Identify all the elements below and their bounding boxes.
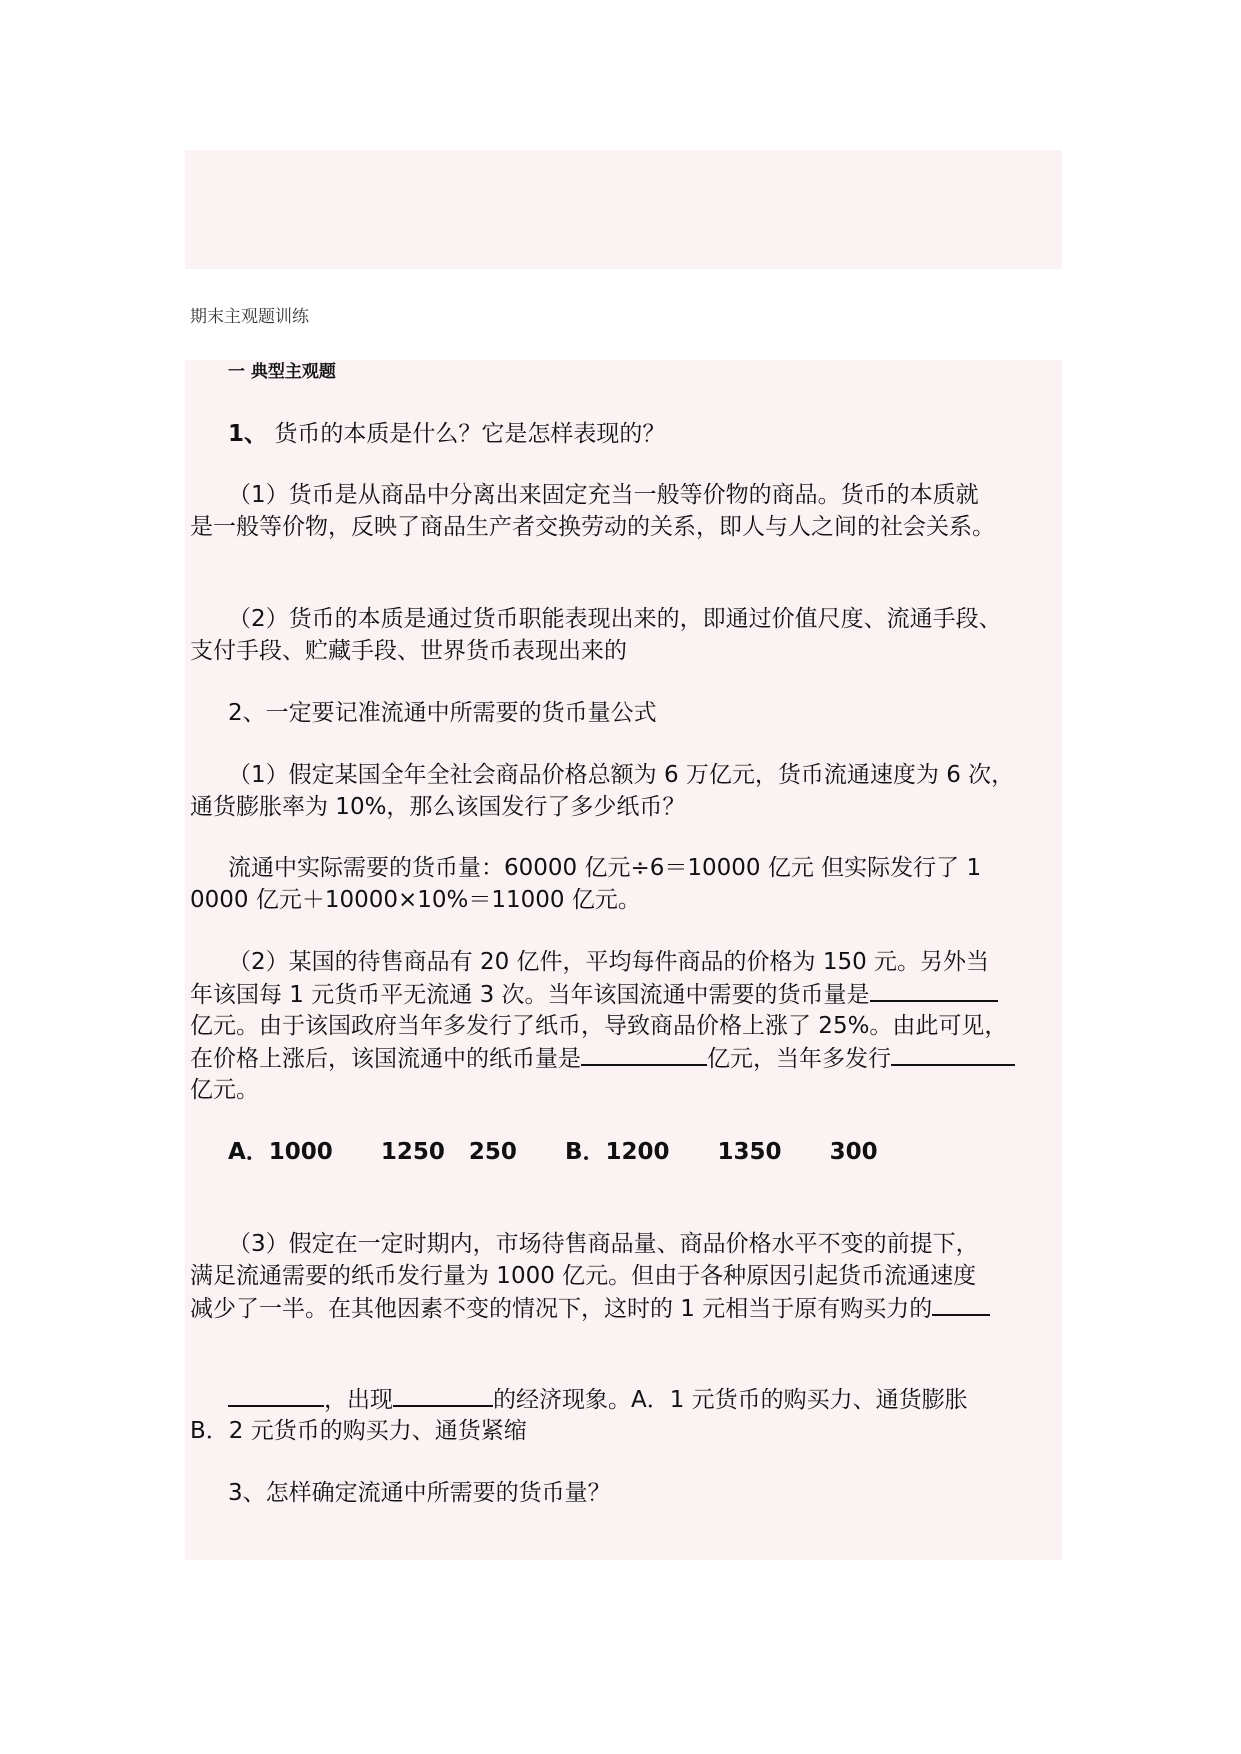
question-1-number: 1、 <box>228 421 268 447</box>
question-1-text: 货币的本质是什么？它是怎样表现的？ <box>267 421 666 447</box>
q2-sub-2-line-4-text-b: 亿元，当年多发行 <box>707 1046 891 1072</box>
q2-sub-3-line-3-text: 减少了一半。在其他因素不变的情况下，这时的 1 元相当于原有购买力的 <box>190 1296 933 1322</box>
q2-options-1: A．1000 1250 250 B．1200 1350 300 <box>228 1139 878 1165</box>
q1-paragraph-2-line-1: （2）货币的本质是通过货币职能表现出来的，即通过价值尺度、流通手段、 <box>228 606 1002 632</box>
header-shaded-area <box>185 150 1062 269</box>
question-3-title: 3、怎样确定流通中所需要的货币量？ <box>228 1480 611 1506</box>
answer-blank[interactable] <box>581 1042 707 1066</box>
q2-sub-2-line-1: （2）某国的待售商品有 20 亿件，平均每件商品的价格为 150 元。另外当 <box>228 949 990 975</box>
q2-sub-3-line-4-text-b: 的经济现象。A．1 元货币的购买力、通货膨胀 <box>493 1387 968 1413</box>
section-heading: 一 典型主观题 <box>228 362 336 382</box>
q2-sub-3-line-2: 满足流通需要的纸币发行量为 1000 亿元。但由于各种原因引起货币流通速度 <box>190 1263 977 1289</box>
question-2-title: 2、一定要记准流通中所需要的货币量公式 <box>228 700 657 726</box>
q2-sub-3-line-4 <box>228 1383 968 1416</box>
q2-sub-3-line-5: B．2 元货币的购买力、通货紧缩 <box>190 1418 527 1444</box>
answer-blank[interactable] <box>393 1383 493 1407</box>
question-1-title <box>228 418 665 450</box>
q1-paragraph-1-line-1: （1）货币是从商品中分离出来固定充当一般等价物的商品。货币的本质就 <box>228 482 979 508</box>
answer-blank[interactable] <box>870 978 998 1002</box>
q2-answer-1-line-1: 流通中实际需要的货币量：60000 亿元÷6＝10000 亿元 但实际发行了 1 <box>228 855 982 881</box>
q2-sub-3-line-4-text-a: ，出现 <box>324 1387 393 1413</box>
q2-answer-1-line-2: 0000 亿元＋10000×10%＝11000 亿元。 <box>190 887 641 913</box>
q2-sub-2-line-5: 亿元。 <box>190 1077 259 1103</box>
q2-sub-2-line-2-text: 年该国每 1 元货币平无流通 3 次。当年该国流通中需要的货币量是 <box>190 982 870 1008</box>
q2-sub-1-line-1: （1）假定某国全年全社会商品价格总额为 6 万亿元，货币流通速度为 6 次， <box>228 762 1015 788</box>
q2-sub-2-line-2 <box>190 978 998 1011</box>
answer-blank[interactable] <box>891 1042 1015 1066</box>
q2-sub-1-line-2: 通货膨胀率为 10%，那么该国发行了多少纸币？ <box>190 794 686 820</box>
answer-blank[interactable] <box>932 1292 990 1316</box>
q1-paragraph-2-line-2: 支付手段、贮藏手段、世界货币表现出来的 <box>190 638 627 664</box>
answer-blank[interactable] <box>228 1383 324 1407</box>
q2-sub-3-line-3 <box>190 1292 990 1325</box>
q2-sub-3-line-1: （3）假定在一定时期内，市场待售商品量、商品价格水平不变的前提下， <box>228 1231 979 1257</box>
q1-paragraph-1-line-2: 是一般等价物，反映了商品生产者交换劳动的关系，即人与人之间的社会关系。 <box>190 514 995 540</box>
document-title: 期末主观题训练 <box>190 307 309 327</box>
q2-sub-2-line-3: 亿元。由于该国政府当年多发行了纸币，导致商品价格上涨了 25%。由此可见， <box>190 1013 1008 1039</box>
q2-sub-2-line-4 <box>190 1042 1015 1075</box>
q2-sub-2-line-4-text-a: 在价格上涨后，该国流通中的纸币量是 <box>190 1046 581 1072</box>
